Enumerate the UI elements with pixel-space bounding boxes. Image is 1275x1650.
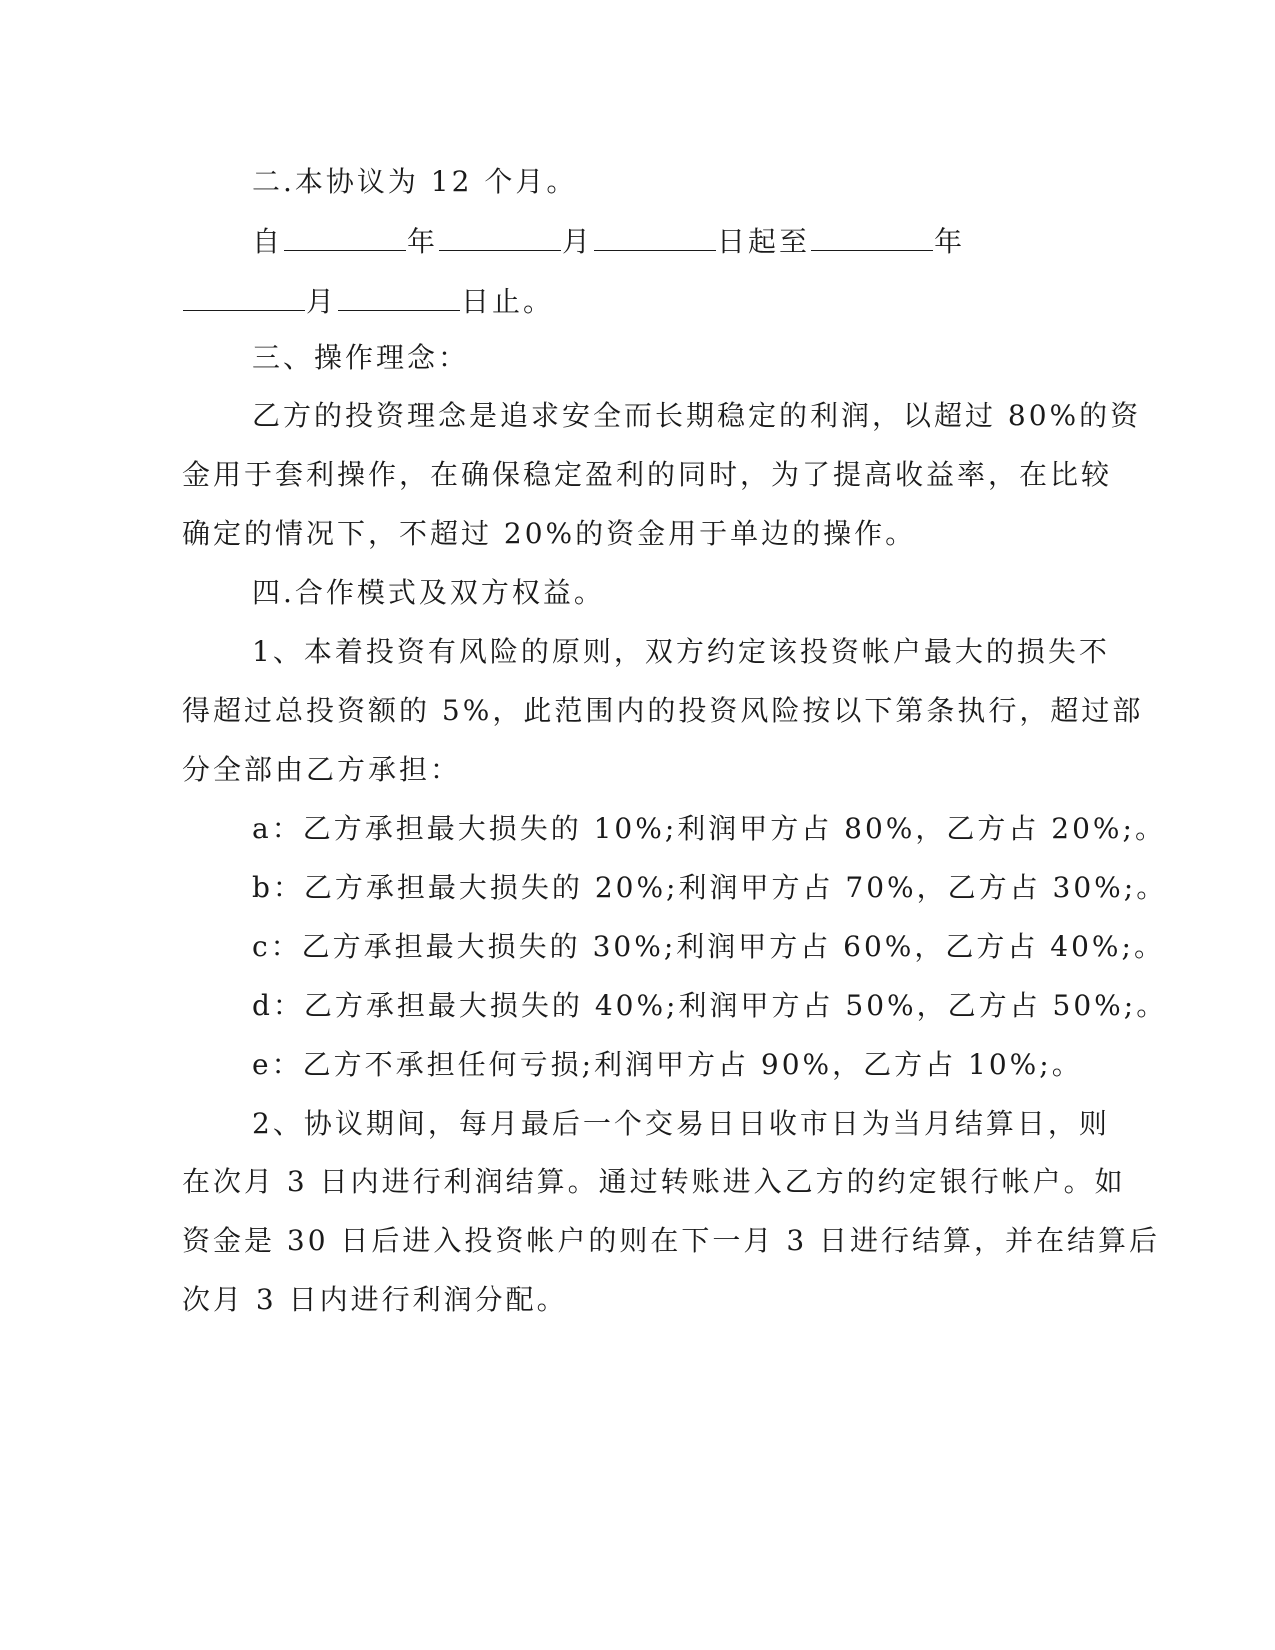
term-period-line-2 xyxy=(182,280,554,322)
clause-1-line-1: 1、本着投资有风险的原则，双方约定该投资帐户最大的损失不 xyxy=(252,635,1110,668)
term-period-line-1 xyxy=(252,220,965,262)
start-month-blank[interactable] xyxy=(439,220,561,251)
end-month-blank[interactable] xyxy=(183,280,305,311)
end-year-label: 年 xyxy=(934,225,966,258)
clause-1-line-2: 得超过总投资额的 5%，此范围内的投资风险按以下第条执行，超过部 xyxy=(182,694,1144,727)
philosophy-line-3: 确定的情况下，不超过 20%的资金用于单边的操作。 xyxy=(182,517,917,550)
section-2-heading: 二.本协议为 12 个月。 xyxy=(252,165,578,198)
clause-2-line-2: 在次月 3 日内进行利润结算。通过转账进入乙方的约定银行帐户。如 xyxy=(182,1165,1126,1198)
end-day-blank[interactable] xyxy=(338,280,460,311)
clause-2-line-4: 次月 3 日内进行利润分配。 xyxy=(182,1283,568,1316)
clause-2-line-1: 2、协议期间，每月最后一个交易日日收市日为当月结算日，则 xyxy=(252,1107,1110,1140)
day-from-label: 日起至 xyxy=(717,225,811,258)
start-year-blank[interactable] xyxy=(284,220,406,251)
from-label: 自 xyxy=(252,225,284,258)
clause-2-line-3: 资金是 30 日后进入投资帐户的则在下一月 3 日进行结算，并在结算后 xyxy=(182,1224,1161,1257)
month-label: 月 xyxy=(562,225,594,258)
option-d: d：乙方承担最大损失的 40%;利润甲方占 50%，乙方占 50%;。 xyxy=(252,989,1168,1022)
option-e: e：乙方不承担任何亏损;利润甲方占 90%，乙方占 10%;。 xyxy=(252,1048,1083,1081)
section-3-heading: 三、操作理念： xyxy=(252,341,470,374)
philosophy-line-2: 金用于套利操作，在确保稳定盈利的同时，为了提高收益率，在比较 xyxy=(182,458,1113,491)
option-b: b：乙方承担最大损失的 20%;利润甲方占 70%，乙方占 30%;。 xyxy=(252,871,1168,904)
year-label: 年 xyxy=(407,225,439,258)
option-c: c：乙方承担最大损失的 30%;利润甲方占 60%，乙方占 40%;。 xyxy=(252,930,1165,963)
philosophy-line-1: 乙方的投资理念是追求安全而长期稳定的利润，以超过 80%的资 xyxy=(252,399,1142,432)
start-day-blank[interactable] xyxy=(594,220,716,251)
option-a: a：乙方承担最大损失的 10%;利润甲方占 80%，乙方占 20%;。 xyxy=(252,812,1166,845)
end-month-label: 月 xyxy=(306,285,338,318)
end-year-blank[interactable] xyxy=(811,220,933,251)
end-day-label: 日止。 xyxy=(461,285,555,318)
section-4-heading: 四.合作模式及双方权益。 xyxy=(252,576,605,609)
clause-1-line-3: 分全部由乙方承担： xyxy=(182,753,462,786)
